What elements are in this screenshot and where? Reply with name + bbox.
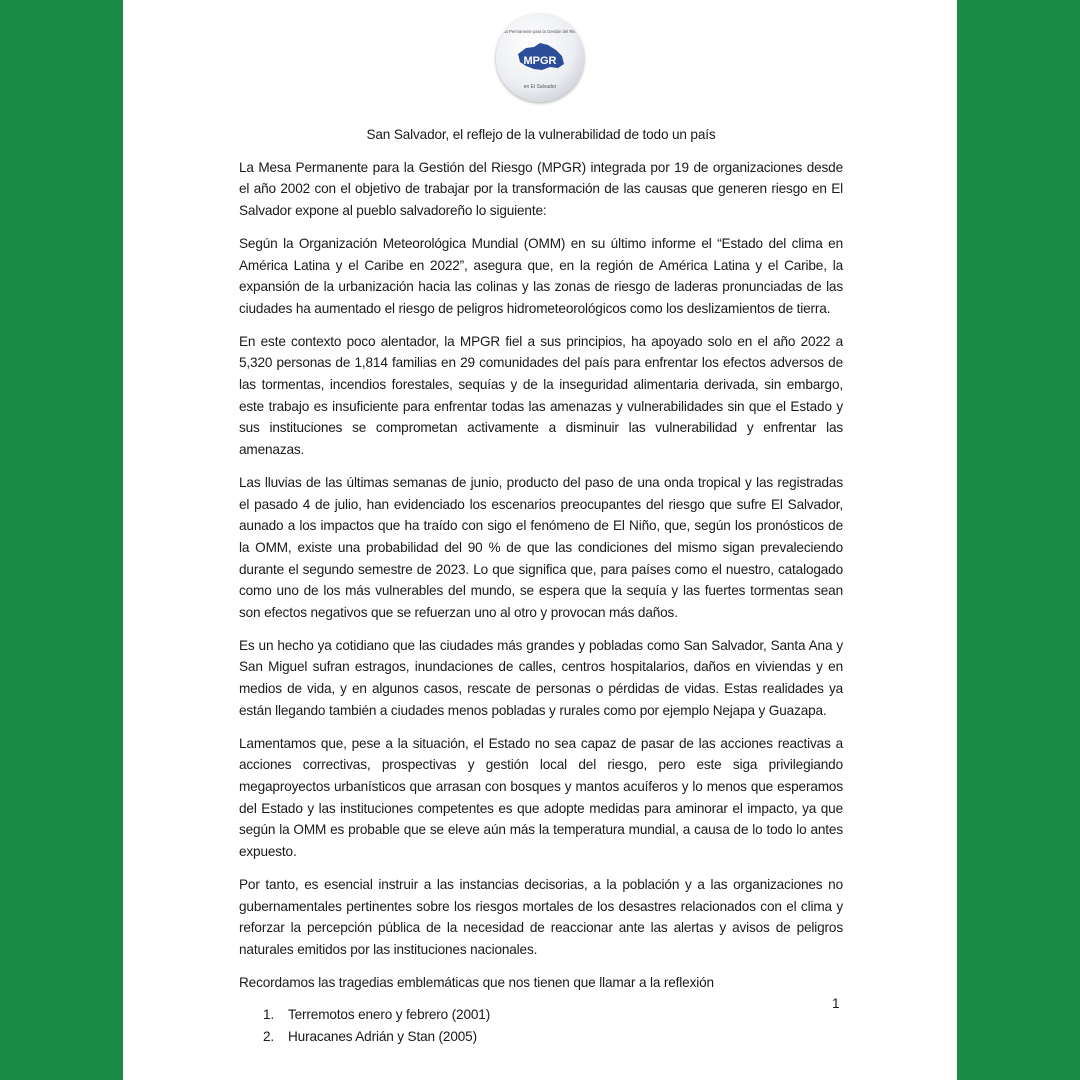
page-number: 1	[832, 996, 840, 1011]
logo-text: MPGR	[523, 55, 557, 67]
tragedies-list	[239, 1004, 843, 1047]
paragraph-intro: La Mesa Permanente para la Gestión del Riesgo (MPGR) integrada por 19 de organizaciones desde el año 2002 con el objetivo de trabajar por la transformación de las causas que generen riesgo en El Salvador expone al pueblo salvadoreño lo siguiente:	[239, 159, 843, 219]
list-text: Terremotos enero y febrero (2001)	[288, 1007, 491, 1023]
list-text: Huracanes Adrián y Stan (2005)	[288, 1029, 477, 1045]
list-number: 1.	[263, 1007, 275, 1023]
paragraph-rains: Las lluvias de las últimas semanas de junio, producto del paso de una onda tropical y las registradas el pasado 4 de julio, han evidenciado los escenarios preocupantes del riesgo que sufre El Salvador, aunado a los impactos que ha traído con sigo el fenómeno de El Niño, que, según los pronósticos de la OMM, existe una probabilidad del 90 % de que las condiciones del mismo sigan prevaleciendo durante el segundo semestre de 2023. Lo que significa que, para países como el nuestro, catalogado como uno de los más vulnerables del mundo, se espera que la sequía y las fuertes tormentas sean son efectos negativos que se refuerzan uno al otro y provocan más daños.	[239, 474, 843, 621]
paragraph-omm-report: Según la Organización Meteorológica Mundial (OMM) en su último informe el “Estado del clima en América Latina y el Caribe en 2022”, asegura que, en la región de América Latina y el Caribe, la expansión de la urbanización hacia las colinas y las zonas de riesgo de laderas pronunciadas de las ciudades ha aumentado el riesgo de peligros hidrometeorológicos como los deslizamientos de tierra.	[239, 235, 843, 316]
paragraph-instruct: Por tanto, es esencial instruir a las instancias decisorias, a la población y a las organizaciones no gubernamentales pertinentes sobre los riesgos mortales de los desastres relacionados con el clima y reforzar la percepción pública de la necesidad de reaccionar ante las alertas y avisos de peligros naturales emitidos por las instituciones nacionales.	[239, 876, 843, 957]
logo-ring-bottom: en El Salvador	[523, 84, 557, 90]
paragraph-mpgr-support: En este contexto poco alentador, la MPGR fiel a sus principios, ha apoyado solo en el año 2022 a 5,320 personas de 1,814 familias en 29 comunidades del país para enfrentar los efectos adversos de las tormentas, incendios forestales, sequías y de la inseguridad alimentaria derivada, sin embargo, este trabajo es insuficiente para enfrentar todas las amenazas y vulnerabilidades sin que el Estado y sus instituciones se comprometan activamente a disminuir las vulnerabilidad y enfrentar las amenazas.	[239, 333, 843, 458]
document-body	[239, 124, 843, 1048]
list-item	[239, 1026, 843, 1048]
paragraph-state: Lamentamos que, pese a la situación, el Estado no sea capaz de pasar de las acciones reactivas a acciones correctivas, prospectivas y gestión local del riesgo, pero este siga privilegiando megaproyectos urbanísticos que arrasan con bosques y mantos acuíferos y lo menos que esperamos del Estado y las instituciones competentes es que adopte medidas para aminorar el impacto, ya que según la OMM es probable que se eleve aún más la temperatura mundial, a causa de lo todo lo antes expuesto.	[239, 735, 843, 860]
mpgr-logo	[496, 14, 584, 102]
paragraph-recall: Recordamos las tragedias emblemáticas que nos tienen que llamar a la reflexión	[239, 974, 714, 990]
list-item	[239, 1004, 843, 1026]
logo-emblem	[496, 14, 584, 102]
logo-ring-top: Mesa Permanente para la Gestión del Riesgo	[497, 29, 583, 34]
list-number: 2.	[263, 1029, 275, 1045]
document-title: San Salvador, el reflejo de la vulnerabilidad de todo un país	[366, 127, 716, 142]
paragraph-cities: Es un hecho ya cotidiano que las ciudades más grandes y pobladas como San Salvador, Santa Ana y San Miguel sufran estragos, inundaciones de calles, centros hospitalarios, daños en viviendas y en medios de vida, y en algunos casos, rescate de personas o pérdidas de vidas. Estas realidades ya están llegando también a ciudades menos pobladas y rurales como por ejemplo Nejapa y Guazapa.	[239, 637, 843, 718]
